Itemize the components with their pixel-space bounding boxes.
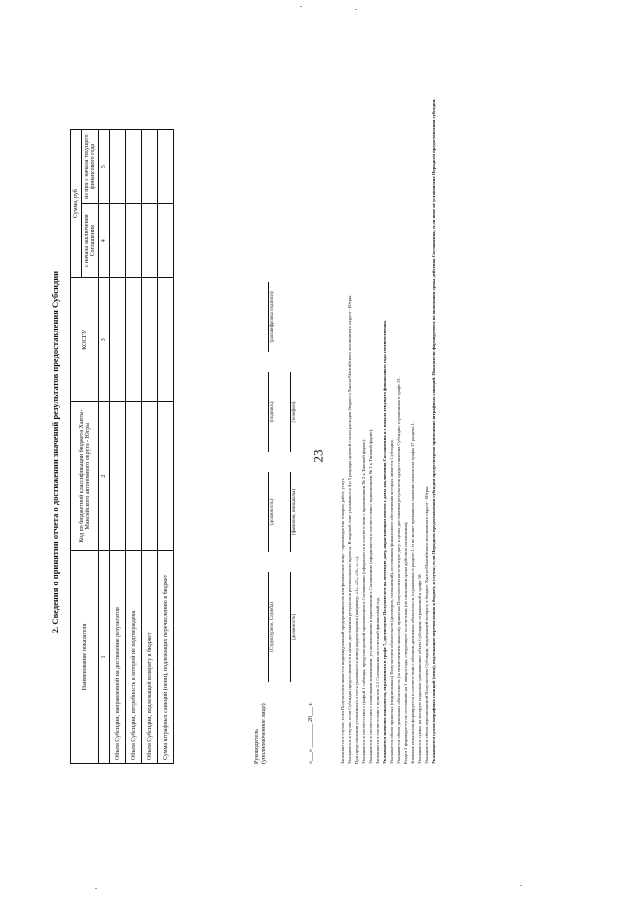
table-cell	[142, 130, 158, 204]
header-name: Наименование показателя	[71, 550, 99, 763]
decoding-caption: (расшифровка подписи)	[270, 291, 275, 343]
table-cell	[142, 402, 158, 551]
footnote: Заполняется в случае, если Получателем является индивидуальный предприниматель или физическое лицо - производитель товаров, работ, услуг.	[340, 477, 345, 764]
head-label: Руководитель	[254, 729, 260, 764]
scan-speck	[355, 9, 357, 10]
page-number: 23	[310, 449, 326, 463]
table-cell	[110, 402, 126, 551]
footnote: Заполняется в соответствии с пунктом 2.1 Соглашения на отчетный финансовый год.	[375, 597, 380, 764]
col-number: 3	[99, 278, 110, 402]
table-cell	[126, 278, 142, 402]
structure-caption: (Структурное, Служба)	[270, 602, 275, 652]
header-kosgu: КОСГУ	[71, 278, 99, 402]
header-sum: Сумма, руб	[71, 130, 82, 278]
table-cell	[158, 204, 174, 278]
table-cell	[158, 402, 174, 551]
head-sublabel: (уполномоченное лицо)	[261, 703, 267, 764]
footnote: Указывается объем перечисляемой Получателем Субсидии, подлежащей возврату в бюджет Ханты-Мансийского автономного округа - Югры.	[424, 485, 429, 764]
footnote: Указывается объем денежных обязательств (за исключением авансов), принятых Получателем на отчетную дату, в целях достижения результатов предоставления Субсидии, отраженных в графе 13.	[396, 377, 401, 764]
structure-line	[268, 572, 269, 682]
header-sum-current: из них с начала текущего финансового года	[82, 130, 99, 204]
col-number: 5	[99, 130, 110, 204]
footnote: Указывается в случае, если Субсидия предоставляется в целях достижения результатов регионального проекта. В кодовой зоне указываются 4 и 5 разряды целевой статьи расходов бюджета Ханты-Мансийского автономного округа - Югры.	[347, 294, 352, 764]
footnote: Указывается в соответствии с графой 1 таблицы, предусмотренной приложением к Соглашению (оформляется в соответствии с приложением № 2 к Типовой форме).	[361, 439, 366, 764]
table-cell	[142, 278, 158, 402]
row-label: Объем Субсидии, подлежащей возврату в бюджет	[142, 550, 158, 763]
position-caption-2: (должность)	[292, 613, 297, 641]
header-code: Код по бюджетной классификации бюджета Ханты-Мансийского автономного округа - Югры	[71, 402, 99, 551]
table-cell	[110, 130, 126, 204]
row-label: Объем Субсидии, направленной на достижение результатов	[110, 550, 126, 763]
table-cell	[158, 130, 174, 204]
footnote: Значение показателя формируется в соответствии с объемом денежных обязательств, отраженных в разделе 1, и не может превышать значение показателя графы 17 раздела 1.	[410, 421, 415, 764]
footnote: Указывается объем принятых (подписанных) Получателем обязательств (договоров, соглашений), источником финансового обеспечения которых является Субсидия.	[389, 439, 394, 764]
signature-line	[268, 372, 269, 452]
table-cell	[142, 204, 158, 278]
col-number: 1	[99, 550, 110, 763]
table-cell	[110, 204, 126, 278]
footnote: Раздел 2 формируется по состоянию на 1 января года, следующего за отчетным (по окончании срока действия соглашения).	[403, 521, 408, 764]
row-label: Сумма штрафных санкций (пени), подлежащих перечислению в бюджет	[158, 550, 174, 763]
fio-line	[290, 472, 291, 552]
signature-caption: (подпись)	[270, 401, 275, 423]
section-title: 2. Сведения о принятии отчета о достижении значений результатов предоставления Субсидии	[50, 270, 60, 634]
date-line: «___» ________ 20___ г.	[308, 702, 314, 764]
position-caption: (должность)	[270, 498, 275, 526]
table-cell	[126, 130, 142, 204]
col-number: 4	[99, 204, 110, 278]
fio-caption: (фамилия, инициалы)	[292, 488, 297, 536]
table-cell	[110, 278, 126, 402]
position-line-2	[290, 572, 291, 682]
scan-speck	[300, 6, 302, 7]
table-cell	[126, 402, 142, 551]
header-sum-total: с начала заключения Соглашения	[82, 204, 99, 278]
table-cell	[158, 278, 174, 402]
rotated-form	[40, 22, 600, 882]
footnote: При представлении уточненного отчета указывается номер корректировки (например, «1», «2», «3», «...»).	[354, 555, 359, 764]
phone-line	[290, 372, 291, 452]
footnote: Указывается значение показателя, отраженного в графе 7, достигнутое Получателем на отчетную дату, нарастающим итогом с даты заключения Соглашения и с начала текущего финансового года соответственно.	[382, 320, 387, 764]
col-number: 2	[99, 402, 110, 551]
footnote: Указывается сумма, на которую подлежит уменьшению объем Субсидии, отраженной в графе 18.	[417, 573, 422, 764]
footnote: Указывается сумма штрафных санкций (пени), подлежащих перечислению в бюджет, в случае, если Порядком предоставления субсидии предусмотрено применение штрафных санкций. Показатели формируются по окончании срока действия Соглашения, если иное не установлено Порядком предоставления субсидии.	[431, 98, 436, 764]
footnote: Указывается в соответствии с плановыми значениями, установленными в приложении к Соглашению (оформляется в соответствии с приложением № 2 к Типовой форме).	[368, 428, 373, 764]
table-cell	[126, 204, 142, 278]
scan-speck	[520, 885, 522, 886]
report-table	[70, 129, 174, 764]
scan-speck	[95, 888, 97, 889]
decoding-line	[268, 282, 269, 352]
position-line	[268, 472, 269, 552]
row-label: Объем Субсидии, потребность в которой не подтверждена	[126, 550, 142, 763]
phone-caption: (телефон)	[292, 401, 297, 423]
